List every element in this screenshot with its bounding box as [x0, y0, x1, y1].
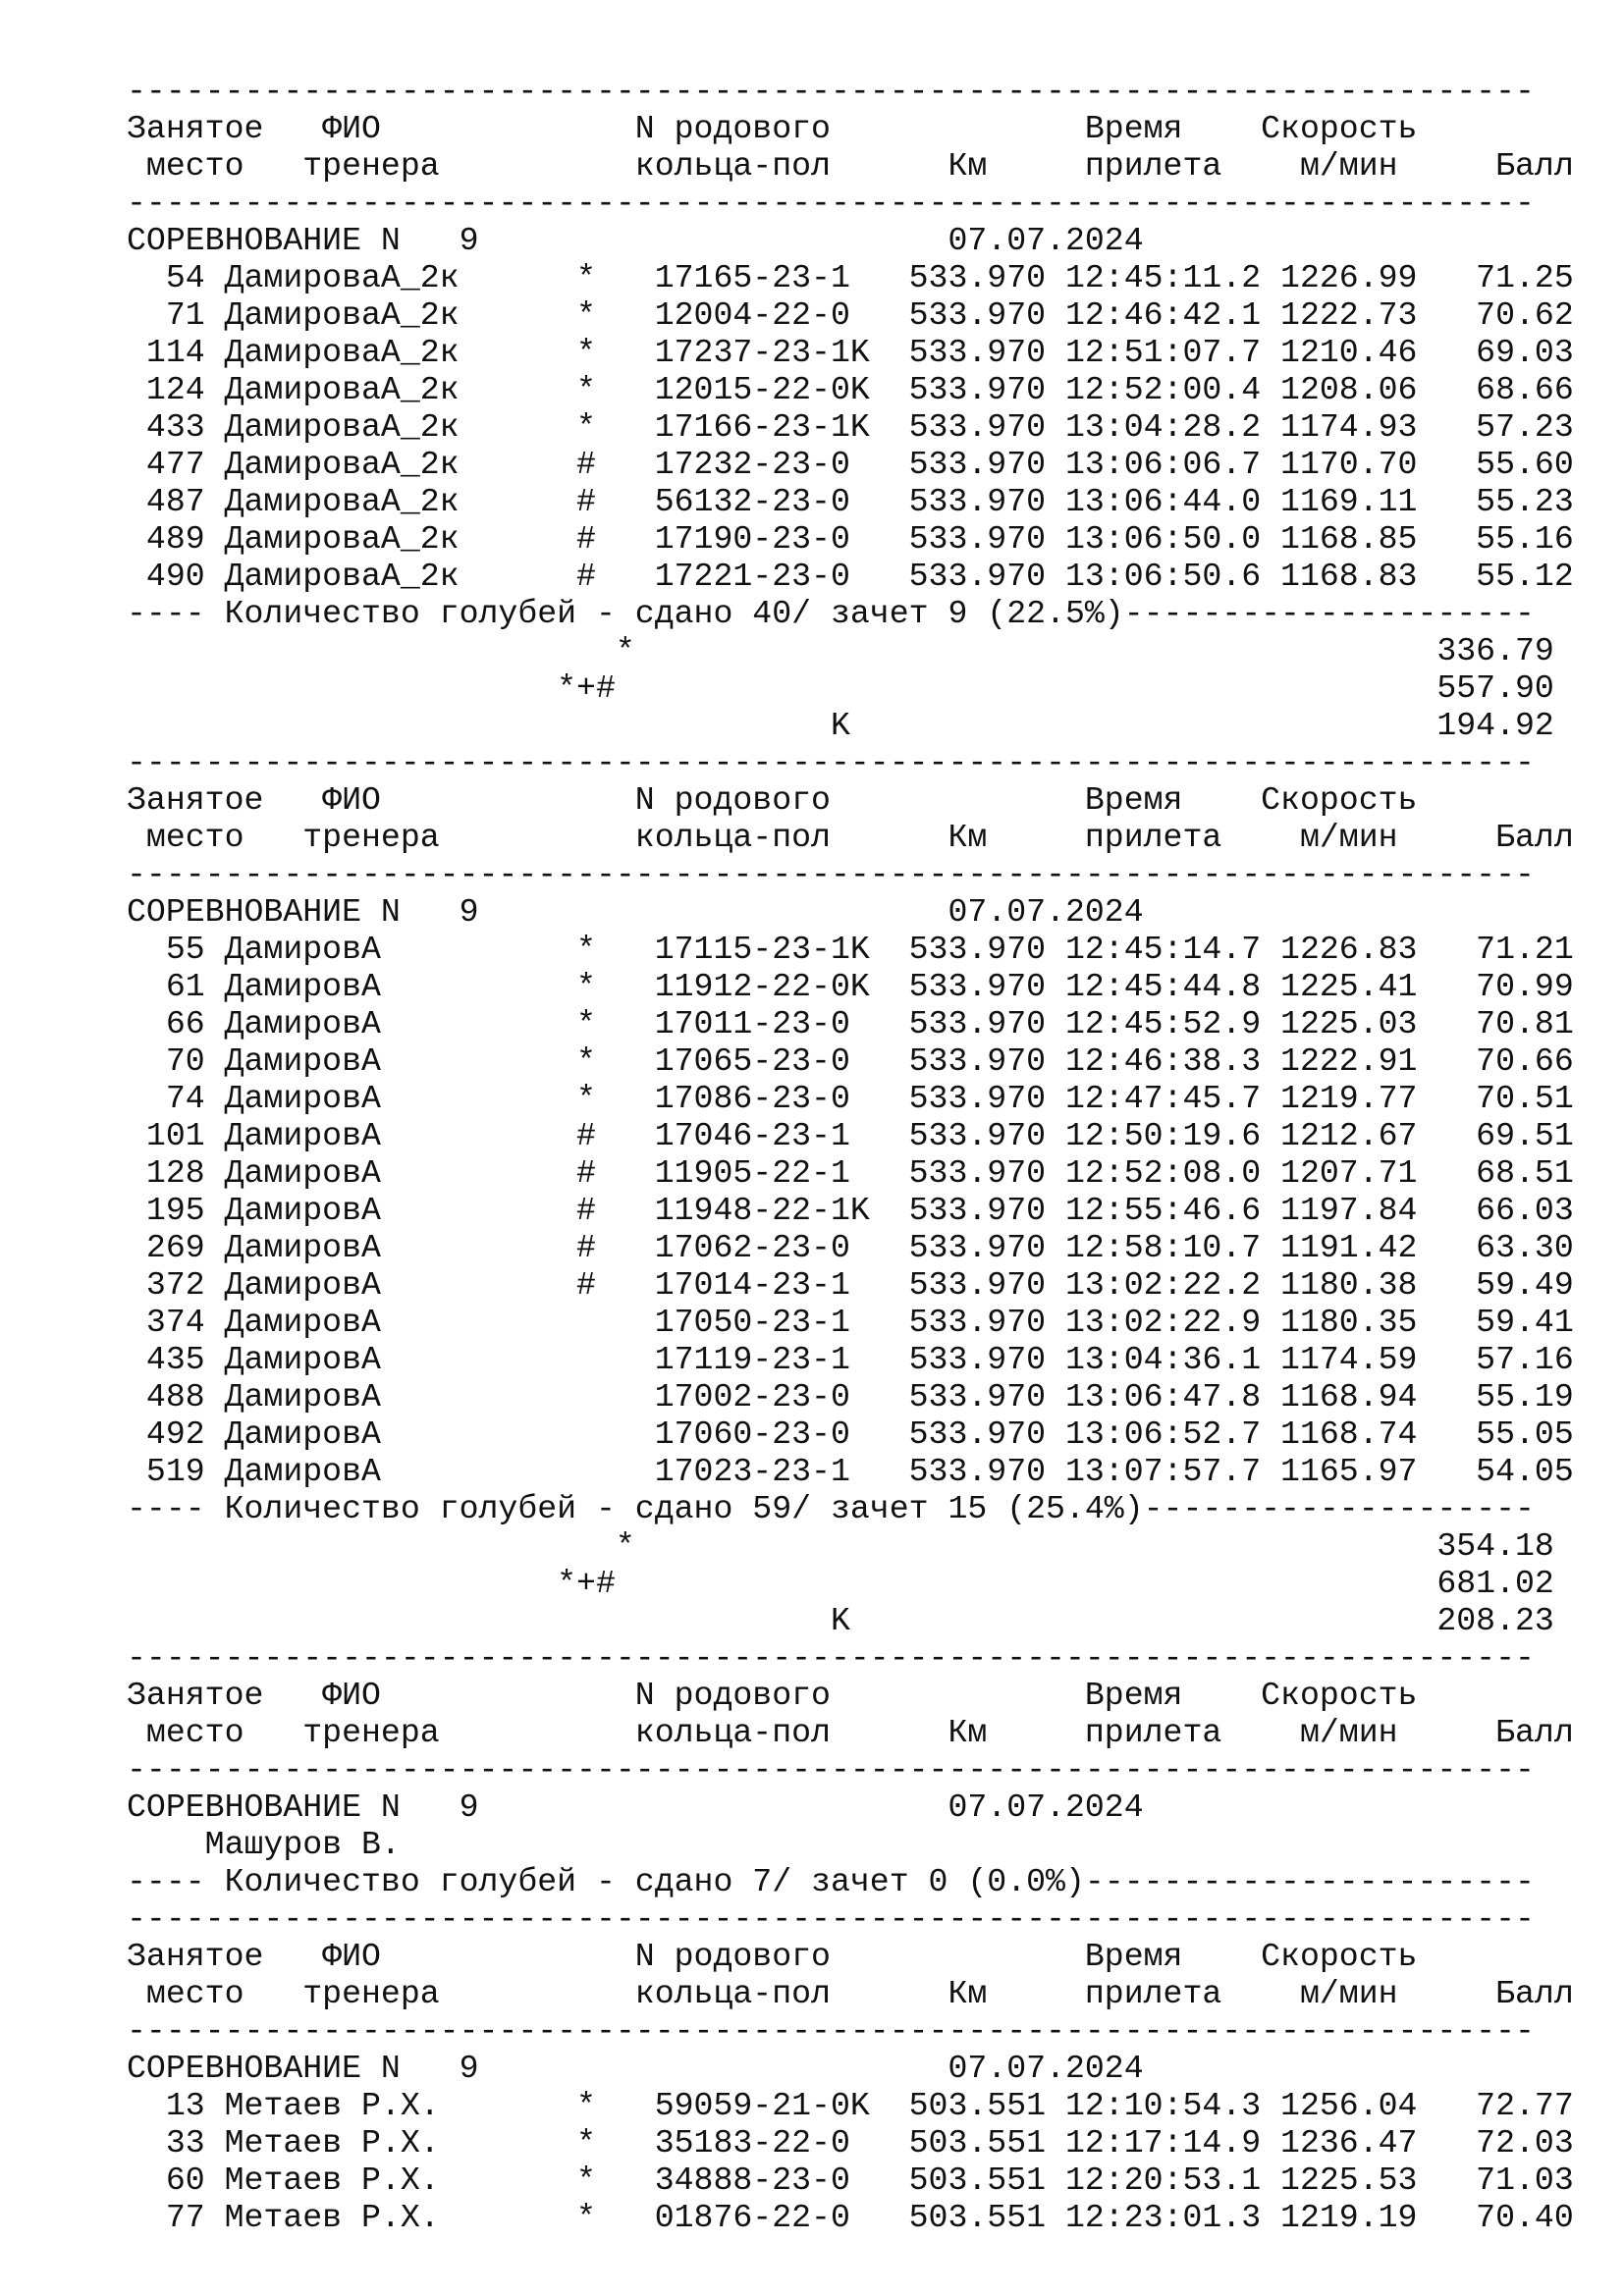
separator-line: ------------------------------------------------------------------------ — [127, 73, 1535, 110]
result-row: 128 ДамировА # 11905-22-1 533.970 12:52:08.0 1207.71 68.51 — [127, 1154, 1574, 1192]
result-row: 71 ДамироваА_2к * 12004-22-0 533.970 12:46:42.1 1222.73 70.62 — [127, 296, 1574, 334]
result-row: 490 ДамироваА_2к # 17221-23-0 533.970 13:06:50.6 1168.83 55.12 — [127, 558, 1574, 595]
separator-line: ------------------------------------------------------------------------ — [127, 1900, 1535, 1938]
result-row: 114 ДамироваА_2к * 17237-23-1K 533.970 12:51:07.7 1210.46 69.03 — [127, 334, 1574, 371]
result-row: 60 Метаев Р.Х. * 34888-23-0 503.551 12:20:53.1 1225.53 71.03 — [127, 2162, 1574, 2199]
result-row: 492 ДамировА 17060-23-0 533.970 13:06:52.7 1168.74 55.05 — [127, 1415, 1574, 1453]
result-row: 372 ДамировА # 17014-23-1 533.970 13:02:22.2 1180.38 59.49 — [127, 1266, 1574, 1304]
result-row: 433 ДамироваА_2к * 17166-23-1K 533.970 13:04:28.2 1174.93 57.23 — [127, 408, 1574, 446]
result-row: 33 Метаев Р.Х. * 35183-22-0 503.551 12:17:14.9 1236.47 72.03 — [127, 2124, 1574, 2162]
separator-line: ------------------------------------------------------------------------ — [127, 1639, 1535, 1677]
result-row: 489 ДамироваА_2к # 17190-23-0 533.970 13:06:50.0 1168.85 55.16 — [127, 520, 1574, 558]
column-header-line-1: Занятое ФИО N родового Время Скорость — [127, 1677, 1418, 1714]
result-row: 477 ДамироваА_2к # 17232-23-0 533.970 13:06:06.7 1170.70 55.60 — [127, 446, 1574, 483]
competition-title: СОРЕВНОВАНИЕ N 9 07.07.2024 — [127, 893, 1144, 931]
result-row: 374 ДамировА 17050-23-1 533.970 13:02:22.9 1180.35 59.41 — [127, 1304, 1574, 1341]
pigeon-count-summary: ---- Количество голубей - сдано 40/ зачет 9 (22.5%)--------------------- — [127, 595, 1535, 632]
result-row: 101 ДамировА # 17046-23-1 533.970 12:50:19.6 1212.67 69.51 — [127, 1117, 1574, 1154]
result-row: Машуров В. — [127, 1826, 401, 1863]
result-row: 54 ДамироваА_2к * 17165-23-1 533.970 12:45:11.2 1226.99 71.25 — [127, 259, 1574, 296]
competition-title: СОРЕВНОВАНИЕ N 9 07.07.2024 — [127, 1789, 1144, 1826]
column-header-line-1: Занятое ФИО N родового Время Скорость — [127, 110, 1418, 147]
points-total-line: * 354.18 — [127, 1527, 1554, 1565]
pigeon-count-summary: ---- Количество голубей - сдано 7/ зачет 0 (0.0%)----------------------- — [127, 1863, 1535, 1900]
points-total-line: *+# 557.90 — [127, 669, 1554, 707]
results-document — [127, 73, 1574, 2236]
result-row: 195 ДамировА # 11948-22-1K 533.970 12:55:46.6 1197.84 66.03 — [127, 1192, 1574, 1229]
result-row: 13 Метаев Р.Х. * 59059-21-0K 503.551 12:10:54.3 1256.04 72.77 — [127, 2087, 1574, 2124]
competition-title: СОРЕВНОВАНИЕ N 9 07.07.2024 — [127, 222, 1144, 259]
separator-line: ------------------------------------------------------------------------ — [127, 2012, 1535, 2050]
points-total-line: K 208.23 — [127, 1602, 1554, 1639]
result-row: 66 ДамировА * 17011-23-0 533.970 12:45:52.9 1225.03 70.81 — [127, 1005, 1574, 1042]
separator-line: ------------------------------------------------------------------------ — [127, 1751, 1535, 1789]
result-row: 269 ДамировА # 17062-23-0 533.970 12:58:10.7 1191.42 63.30 — [127, 1229, 1574, 1266]
pigeon-count-summary: ---- Количество голубей - сдано 59/ зачет 15 (25.4%)-------------------- — [127, 1490, 1535, 1527]
column-header-line-2: место тренера кольца-пол Км прилета м/мин Балл — [127, 1975, 1574, 2012]
result-row: 70 ДамировА * 17065-23-0 533.970 12:46:38.3 1222.91 70.66 — [127, 1042, 1574, 1080]
result-row: 519 ДамировА 17023-23-1 533.970 13:07:57.7 1165.97 54.05 — [127, 1453, 1574, 1490]
points-total-line: *+# 681.02 — [127, 1565, 1554, 1602]
result-row: 61 ДамировА * 11912-22-0K 533.970 12:45:44.8 1225.41 70.99 — [127, 968, 1574, 1005]
column-header-line-2: место тренера кольца-пол Км прилета м/мин Балл — [127, 147, 1574, 185]
column-header-line-1: Занятое ФИО N родового Время Скорость — [127, 1938, 1418, 1975]
result-row: 124 ДамироваА_2к * 12015-22-0K 533.970 12:52:00.4 1208.06 68.66 — [127, 371, 1574, 408]
separator-line: ------------------------------------------------------------------------ — [127, 744, 1535, 781]
column-header-line-2: место тренера кольца-пол Км прилета м/мин Балл — [127, 819, 1574, 856]
result-row: 55 ДамировА * 17115-23-1K 533.970 12:45:14.7 1226.83 71.21 — [127, 931, 1574, 968]
result-row: 74 ДамировА * 17086-23-0 533.970 12:47:45.7 1219.77 70.51 — [127, 1080, 1574, 1117]
separator-line: ------------------------------------------------------------------------ — [127, 185, 1535, 222]
result-row: 77 Метаев Р.Х. * 01876-22-0 503.551 12:23:01.3 1219.19 70.40 — [127, 2199, 1574, 2236]
points-total-line: * 336.79 — [127, 632, 1554, 669]
separator-line: ------------------------------------------------------------------------ — [127, 856, 1535, 893]
points-total-line: K 194.92 — [127, 707, 1554, 744]
result-row: 435 ДамировА 17119-23-1 533.970 13:04:36.1 1174.59 57.16 — [127, 1341, 1574, 1378]
column-header-line-2: место тренера кольца-пол Км прилета м/мин Балл — [127, 1714, 1574, 1751]
column-header-line-1: Занятое ФИО N родового Время Скорость — [127, 781, 1418, 819]
result-row: 487 ДамироваА_2к # 56132-23-0 533.970 13:06:44.0 1169.11 55.23 — [127, 483, 1574, 520]
competition-title: СОРЕВНОВАНИЕ N 9 07.07.2024 — [127, 2050, 1144, 2087]
result-row: 488 ДамировА 17002-23-0 533.970 13:06:47.8 1168.94 55.19 — [127, 1378, 1574, 1415]
